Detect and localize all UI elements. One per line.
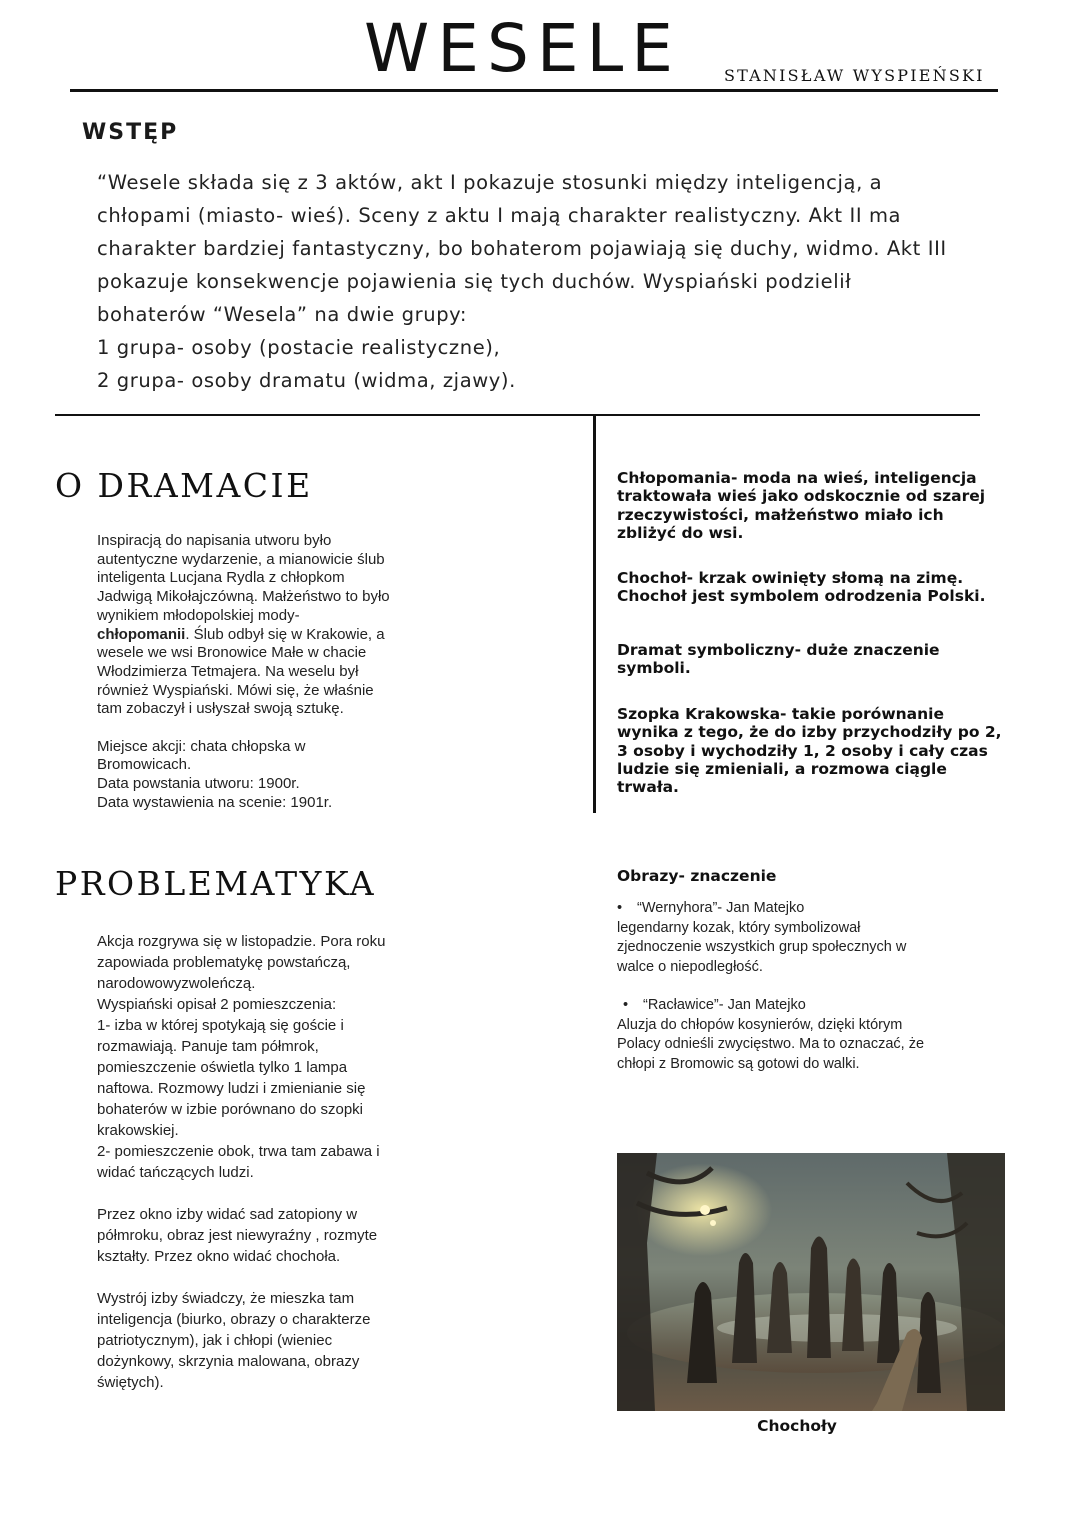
def-line: ludzie się zmieniali, a rozmowa ciągle xyxy=(617,759,947,778)
text-line: Włodzimierza Tetmajera. Na weselu był xyxy=(97,662,359,680)
text-line: pomieszczenie oświetla tylko 1 lampa xyxy=(97,1059,348,1076)
text-line: Bromowicach. xyxy=(97,756,192,774)
painting-caption: Chochoły xyxy=(757,1417,837,1435)
def-line: Chochoł jest symbolem odrodzenia Polski. xyxy=(617,587,986,606)
text-line: patriotycznym), jak i chłopi (wieniec xyxy=(97,1332,333,1349)
intro-text xyxy=(97,166,997,397)
definition-szopka xyxy=(617,705,1012,796)
chocholy-painting xyxy=(617,1153,1005,1411)
o-dramacie-heading: O DRAMACIE xyxy=(55,466,313,505)
bold-term: chłopomanii xyxy=(97,625,186,643)
text-line: Przez okno izby widać sad zatopiony w xyxy=(97,1206,358,1223)
text-line: dożynkowy, skrzynia malowana, obrazy xyxy=(97,1353,360,1370)
text-line: autentyczne wydarzenie, a mianowicie ślub xyxy=(97,550,385,568)
obraz-title xyxy=(617,996,957,1016)
text-line: wesele we wsi Bronowice Małe w chacie xyxy=(97,644,367,662)
def-line: Dramat symboliczny- duże znaczenie xyxy=(617,641,940,659)
text-line: legendarny kozak, który symbolizował xyxy=(617,919,861,936)
def-line: traktowała wieś jako odskocznie od szarej xyxy=(617,487,986,506)
text-line: Miejsce akcji: chata chłopska w xyxy=(97,737,306,755)
text-line: zjednoczenie wszystkich grup społecznych w xyxy=(617,939,907,955)
text-line xyxy=(97,626,437,645)
author-name: STANISŁAW WYSPIEŃSKI xyxy=(724,66,985,85)
definition-chochol xyxy=(617,569,1007,606)
o-dramacie-text xyxy=(97,532,437,813)
text-line: Wyspiański opisał 2 pomieszczenia: xyxy=(97,996,337,1013)
text-line: chłopi z Bromowic są gotowi do walki. xyxy=(617,1055,860,1072)
intro-line: bohaterów “Wesela” na dwie grupy: xyxy=(97,303,468,326)
def-line: Chłopomania- moda na wieś, inteligencja xyxy=(617,469,977,487)
intro-line: pokazuje konsekwencje pojawienia się tych duchów. Wyspiański podzielił xyxy=(97,270,852,293)
obrazy-heading: Obrazy- znaczenie xyxy=(617,867,777,885)
document-title: WESELE xyxy=(363,10,682,87)
text-line: Data powstania utworu: 1900r. xyxy=(97,775,300,793)
text-line: bohaterów w izbie porównano do szopki xyxy=(97,1101,363,1118)
column-divider xyxy=(593,414,596,813)
text-line: 2- pomieszczenie obok, trwa tam zabawa i xyxy=(97,1143,380,1160)
text-line: również Wyspiański. Mówi się, że właśnie xyxy=(97,681,374,699)
text-line: wynikiem młodopolskiej mody- xyxy=(97,606,300,624)
def-line: 3 osoby i wychodziły 1, 2 osoby i cały czas xyxy=(617,741,988,760)
intro-heading: WSTĘP xyxy=(82,120,179,145)
obraz-item xyxy=(617,996,957,1074)
text-line: widać tańczących ludzi. xyxy=(97,1164,254,1181)
def-line: zbliżyć do wsi. xyxy=(617,523,744,542)
obraz-item xyxy=(617,899,957,977)
intro-line: charakter bardziej fantastyczny, bo bohaterom pojawiają się duchy, widmo. Akt III xyxy=(97,237,947,260)
text-line: Aluzja do chłopów kosynierów, dzięki którym xyxy=(617,1016,903,1033)
bullet: • xyxy=(617,900,623,916)
text-line: krakowskiej. xyxy=(97,1122,179,1139)
text-span: . Ślub odbył się w Krakowie, a xyxy=(185,625,385,643)
text-line: Wystrój izby świadczy, że mieszka tam xyxy=(97,1290,355,1307)
text-line: narodowowyzwoleńczą. xyxy=(97,975,256,992)
text-line: Data wystawienia na scenie: 1901r. xyxy=(97,793,333,811)
definition-dramat-symboliczny xyxy=(617,641,1007,678)
text-line: inteligenta Lucjana Rydla z chłopkom xyxy=(97,569,345,587)
intro-line: 1 grupa- osoby (postacie realistyczne), xyxy=(97,336,501,359)
def-line: rzeczywistości, małżeństwo miało ich xyxy=(617,505,944,524)
text-line: świętych). xyxy=(97,1374,164,1391)
top-rule xyxy=(70,89,998,92)
problematyka-text xyxy=(97,931,427,1393)
section-rule xyxy=(55,414,980,416)
def-line: symboli. xyxy=(617,659,691,678)
text-line: walce o niepodległość. xyxy=(617,958,763,975)
text-line: półmroku, obraz jest niewyraźny , rozmyte xyxy=(97,1227,378,1244)
text-line: rozmawiają. Panuje tam półmrok, xyxy=(97,1038,319,1055)
text-line: Polacy odnieśli zwycięstwo. Ma to oznaczać, że xyxy=(617,1036,925,1052)
text-line: inteligencja (biurko, obrazy o charakterze xyxy=(97,1311,371,1328)
text-line: Jadwigą Mikołajczówną. Małżeństwo to było xyxy=(97,588,390,606)
obraz-title-text: “Wernyhora”- Jan Matejko xyxy=(637,900,805,916)
def-line: Szopka Krakowska- takie porównanie xyxy=(617,705,944,723)
text-line: 1- izba w której spotykają się goście i xyxy=(97,1017,344,1034)
text-line: naftowa. Rozmowy ludzi i zmienianie się xyxy=(97,1080,366,1097)
text-line: Akcja rozgrywa się w listopadzie. Pora roku xyxy=(97,933,386,950)
text-line: zapowiada problematykę powstańczą, xyxy=(97,954,351,971)
bullet: • xyxy=(623,997,629,1013)
intro-line: chłopami (miasto- wieś). Sceny z aktu I mają charakter realistyczny. Akt II ma xyxy=(97,204,902,227)
obraz-title xyxy=(617,899,957,919)
definition-chlopomania xyxy=(617,469,1007,542)
text-line: Inspiracją do napisania utworu było xyxy=(97,532,332,549)
def-line: trwała. xyxy=(617,778,679,797)
obraz-title-text: “Racławice”- Jan Matejko xyxy=(643,997,806,1013)
text-line: kształty. Przez okno widać chochoła. xyxy=(97,1248,341,1265)
intro-line: “Wesele składa się z 3 aktów, akt I pokazuje stosunki między inteligencją, a xyxy=(97,171,883,194)
def-line: Chochoł- krzak owinięty słomą na zimę. xyxy=(617,569,964,587)
intro-line: 2 grupa- osoby dramatu (widma, zjawy). xyxy=(97,369,516,392)
problematyka-heading: PROBLEMATYKA xyxy=(55,864,377,903)
text-line: tam zobaczył i usłyszał swoją sztukę. xyxy=(97,700,344,718)
def-line: wynika z tego, że do izby przychodziły po 2, xyxy=(617,723,1002,742)
